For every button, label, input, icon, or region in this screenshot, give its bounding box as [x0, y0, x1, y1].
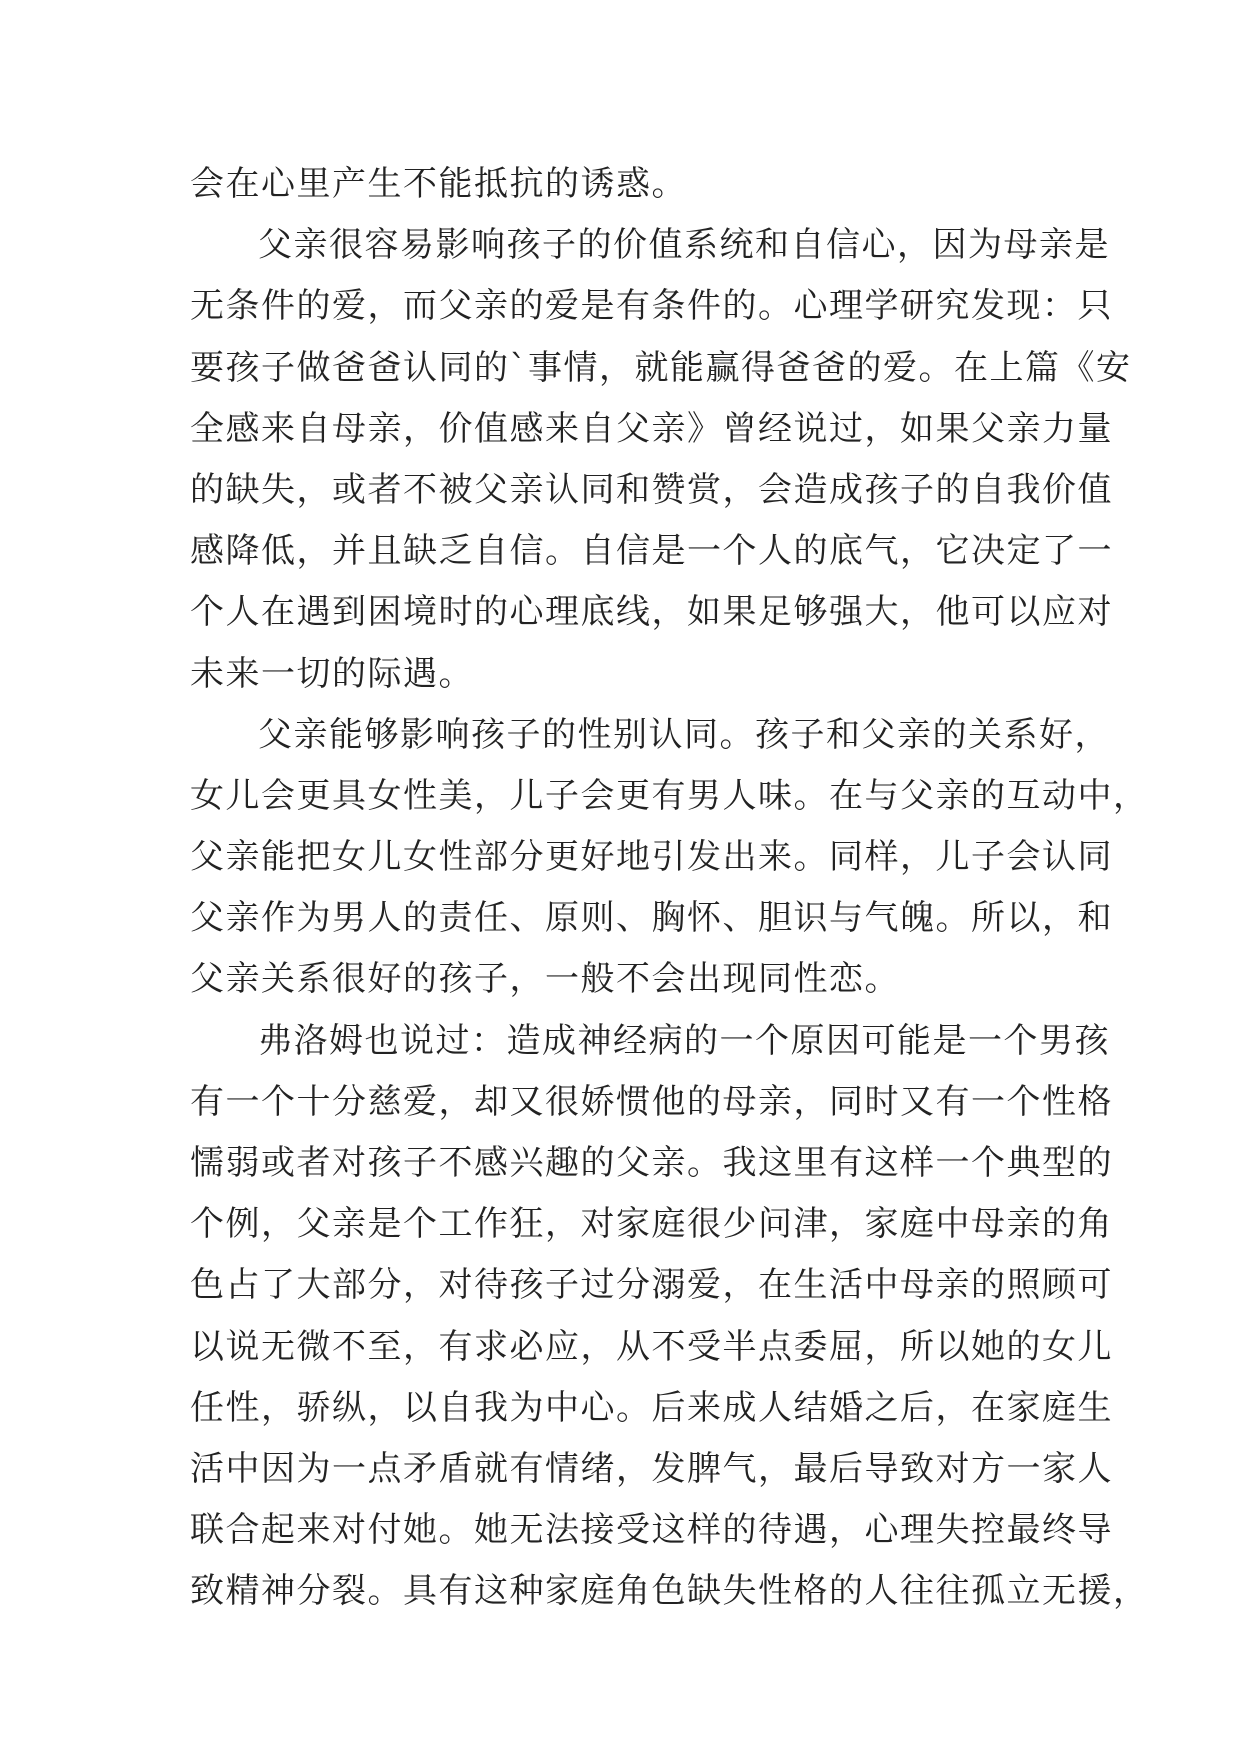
text-line: 父亲关系很好的孩子，一般不会出现同性恋。	[190, 959, 900, 1000]
text-line: 个例，父亲是个工作狂，对家庭很少问津，家庭中母亲的角	[190, 1204, 1113, 1245]
text-line: 任性，骄纵，以自我为中心。后来成人结婚之后，在家庭生	[190, 1387, 1113, 1428]
paragraph-start-line: 父亲能够影响孩子的性别认同。孩子和父亲的关系好，	[258, 714, 1110, 755]
text-line: 会在心里产生不能抵抗的诱惑。	[190, 164, 687, 204]
paragraph-start-line: 父亲很容易影响孩子的价值系统和自信心，因为母亲是	[258, 225, 1110, 266]
text-line: 个人在遇到困境时的心理底线，如果足够强大，他可以应对	[190, 592, 1113, 633]
text-line: 活中因为一点矛盾就有情绪，发脾气，最后导致对方一家人	[190, 1448, 1113, 1489]
text-line: 感降低，并且缺乏自信。自信是一个人的底气，它决定了一	[190, 531, 1113, 572]
text-line: 未来一切的际遇。	[190, 653, 474, 694]
text-line: 全感来自母亲，价值感来自父亲》曾经说过，如果父亲力量	[190, 408, 1113, 449]
text-line: 要孩子做爸爸认同的`事情，就能赢得爸爸的爱。在上篇《安	[190, 347, 1132, 388]
text-line: 女儿会更具女性美，儿子会更有男人味。在与父亲的互动中，	[190, 775, 1149, 816]
text-line: 无条件的爱，而父亲的爱是有条件的。心理学研究发现：只	[190, 286, 1113, 327]
text-line: 父亲作为男人的责任、原则、胸怀、胆识与气魄。所以，和	[190, 898, 1113, 939]
text-line: 有一个十分慈爱，却又很娇惯他的母亲，同时又有一个性格	[190, 1081, 1113, 1122]
paragraph-start-line: 弗洛姆也说过：造成神经病的一个原因可能是一个男孩	[258, 1020, 1110, 1061]
text-line: 的缺失，或者不被父亲认同和赞赏，会造成孩子的自我价值	[190, 469, 1113, 510]
text-line: 联合起来对付她。她无法接受这样的待遇，心理失控最终导	[190, 1510, 1113, 1551]
body-text	[190, 154, 1149, 1623]
text-line: 懦弱或者对孩子不感兴趣的父亲。我这里有这样一个典型的	[190, 1143, 1113, 1183]
text-line: 色占了大部分，对待孩子过分溺爱，在生活中母亲的照顾可	[190, 1265, 1113, 1306]
text-line: 父亲能把女儿女性部分更好地引发出来。同样，儿子会认同	[190, 837, 1113, 878]
text-line: 以说无微不至，有求必应，从不受半点委屈，所以她的女儿	[190, 1326, 1113, 1367]
text-line: 致精神分裂。具有这种家庭角色缺失性格的人往往孤立无援，	[190, 1571, 1149, 1612]
